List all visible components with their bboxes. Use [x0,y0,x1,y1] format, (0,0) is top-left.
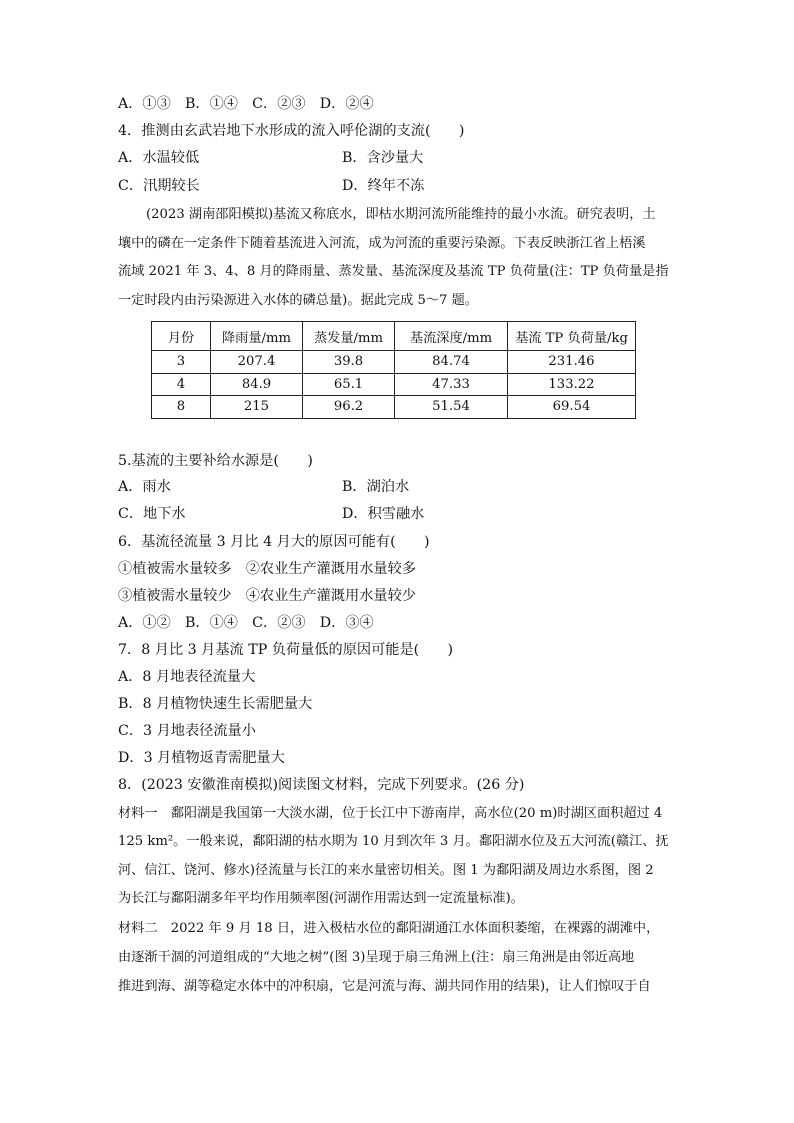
cell-month: 4 [152,373,211,396]
table-row [152,396,636,419]
material1-line-2: 125 km²。一般来说，鄱阳湖的枯水期为 10 月到次年 3 月。鄱阳湖水位及五大河流(赣江、抚 [118,834,669,849]
cell-month: 8 [152,396,211,419]
q5-option-d: D．积雪融水 [342,506,425,522]
cell-evaporation: 39.8 [303,351,395,374]
cell-rainfall: 207.4 [211,351,303,374]
q8-stem: 8．(2023 安徽淮南模拟)阅读图文材料，完成下列要求。(26 分) [118,777,525,793]
cell-tp-load: 231.46 [508,351,636,374]
header-month: 月份 [152,322,211,351]
cell-evaporation: 96.2 [303,396,395,419]
q6-statement-1: ①植被需水量较多 ②农业生产灌溉用水量较多 [118,561,416,577]
cell-baseflow-depth: 84.74 [395,351,508,374]
q5-option-c: C．地下水 [118,506,186,522]
material2-line-2: 由逐渐干涸的河道组成的“大地之树”(图 3)呈现于扇三角洲上(注：扇三角洲是由邻近高地 [118,950,635,965]
passage1-line-2: 壤中的磷在一定条件下随着基流进入河流，成为河流的重要污染源。下表反映浙江省上梧溪 [118,236,646,251]
cell-rainfall: 84.9 [211,373,303,396]
rainfall-data-table [151,321,636,419]
q6-statement-2: ③植被需水量较少 ④农业生产灌溉用水量较少 [118,588,416,604]
header-tp-load: 基流 TP 负荷量/kg [508,322,636,351]
q5-stem: 5.基流的主要补给水源是( ) [118,453,313,469]
q4-option-a: A．水温较低 [118,150,200,166]
passage1-line-1: (2023 湖南邵阳模拟)基流又称底水，即枯水期河流所能维持的最小水流。研究表明，土 [146,207,656,222]
material1-line-3: 河、信江、饶河、修水)径流量与长江的来水量密切相关。图 1 为鄱阳湖及周边水系图，图 2 [118,863,654,878]
header-evaporation: 蒸发量/mm [303,322,395,351]
q7-option-a: A．8 月地表径流量大 [118,669,256,685]
cell-rainfall: 215 [211,396,303,419]
table-row [152,373,636,396]
material2-line-1: 材料二 2022 年 9 月 18 日，进入极枯水位的鄱阳湖通江水体面积萎缩，在裸露的湖滩中， [118,921,660,936]
cell-baseflow-depth: 51.54 [395,396,508,419]
q5-option-b: B．湖泊水 [342,479,410,495]
q7-option-b: B．8 月植物快速生长需肥量大 [118,696,313,712]
q4-option-b: B．含沙量大 [342,150,424,166]
passage1-line-4: 一定时段内由污染源进入水体的磷总量)。据此完成 5～7 题。 [118,293,478,308]
cell-tp-load: 69.54 [508,396,636,419]
header-rainfall: 降雨量/mm [211,322,303,351]
q4-stem: 4．推测由玄武岩地下水形成的流入呼伦湖的支流( ) [118,123,465,139]
q7-stem: 7．8 月比 3 月基流 TP 负荷量低的原因可能是( ) [118,642,454,658]
cell-tp-load: 133.22 [508,373,636,396]
q6-options: A．①② B．①④ C．②③ D．③④ [118,615,374,631]
q5-option-a: A．雨水 [118,479,171,495]
material1-line-1: 材料一 鄱阳湖是我国第一大淡水湖，位于长江中下游南岸，高水位(20 m)时湖区面积超过 4 [118,806,663,821]
table-row [152,351,636,374]
cell-evaporation: 65.1 [303,373,395,396]
q7-option-d: D．3 月植物返青需肥量大 [118,750,285,766]
cell-baseflow-depth: 47.33 [395,373,508,396]
passage1-line-3: 流域 2021 年 3、4、8 月的降雨量、蒸发量、基流深度及基流 TP 负荷量(注：TP 负荷量是指 [118,264,669,279]
q6-stem: 6．基流径流量 3 月比 4 月大的原因可能有( ) [118,534,430,550]
header-baseflow-depth: 基流深度/mm [395,322,508,351]
cell-month: 3 [152,351,211,374]
material2-line-3: 推进到海、湖等稳定水体中的冲积扇，它是河流与海、湖共同作用的结果)，让人们惊叹于自 [118,979,651,994]
q3-options: A．①③ B．①④ C．②③ D．②④ [118,96,374,112]
q7-option-c: C．3 月地表径流量小 [118,723,256,739]
q4-option-c: C．汛期较长 [118,178,200,194]
q4-option-d: D．终年不冻 [342,178,425,194]
material1-line-4: 为长江与鄱阳湖多年平均作用频率图(河湖作用需达到一定流量标准)。 [118,891,524,906]
table-header-row [152,322,636,351]
